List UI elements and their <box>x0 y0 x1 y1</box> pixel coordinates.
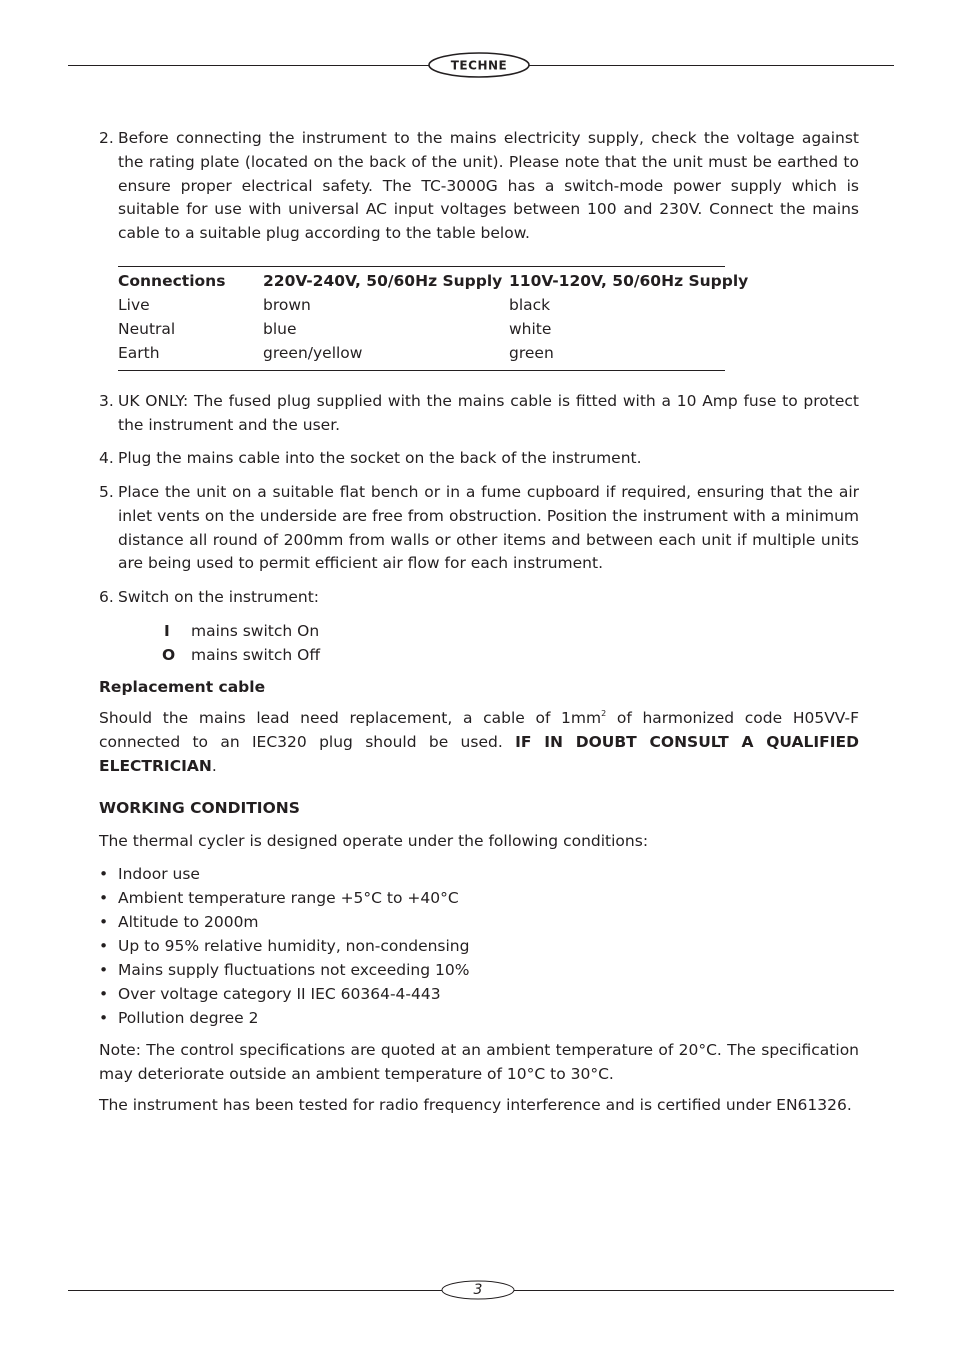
table-header-connections: Connections <box>118 272 226 290</box>
working-conditions-intro: The thermal cycler is designed operate under the following conditions: <box>99 832 649 850</box>
table-cell: black <box>509 296 551 314</box>
table-top-rule <box>118 266 725 267</box>
techne-logo <box>428 52 530 78</box>
table-cell: green <box>509 344 554 362</box>
header-rule-left <box>68 65 430 66</box>
item-6-text: Switch on the instrument: <box>118 588 320 606</box>
item-2-text: Before connecting the instrument to the mains electricity supply, check the voltage against the rating plate (located on the back of the unit). Please note that the unit must be earthed to ensure proper electrical safety. The TC-3000G has a switch-mode power supply which is suitable for use with universal AC input voltages between 100 and 230V. Connect the mains cable to a suitable plug according to the table below. <box>118 129 859 243</box>
list-item: Indoor use <box>118 865 200 883</box>
electrician-warning: IF IN DOUBT CONSULT A QUALIFIED ELECTRICIAN <box>99 732 859 775</box>
replacement-text-end: . <box>211 756 217 775</box>
bullet-icon: • <box>99 937 109 955</box>
switch-on-label: mains switch On <box>191 622 320 640</box>
replacement-heading: Replacement cable <box>99 678 266 696</box>
table-cell: Live <box>118 296 150 314</box>
item-6-number: 6. <box>99 588 114 606</box>
table-cell: blue <box>263 320 297 338</box>
replacement-text <box>99 707 859 778</box>
replacement-text-part1: Should the mains lead need replacement, a cable of 1mm <box>99 709 602 727</box>
table-cell: brown <box>263 296 311 314</box>
specification-note: Note: The control specifications are quoted at an ambient temperature of 20°C. The specification may deteriorate outside an ambient temperature of 10°C to 30°C. <box>99 1041 859 1083</box>
switch-on-symbol: I <box>164 622 170 640</box>
rf-certification: The instrument has been tested for radio frequency interference and is certified under EN61326. <box>99 1096 852 1114</box>
item-2-number: 2. <box>99 129 114 147</box>
list-item: Altitude to 2000m <box>118 913 259 931</box>
bullet-icon: • <box>99 889 109 907</box>
table-header-220v: 220V-240V, 50/60Hz Supply <box>263 272 503 290</box>
logo-wordmark: TECHNE <box>450 58 508 73</box>
list-item: Over voltage category II IEC 60364-4-443 <box>118 985 441 1003</box>
footer-rule-right <box>514 1290 894 1291</box>
item-5-number: 5. <box>99 483 114 501</box>
table-header-110v: 110V-120V, 50/60Hz Supply <box>509 272 749 290</box>
list-item: Pollution degree 2 <box>118 1009 259 1027</box>
bullet-icon: • <box>99 985 109 1003</box>
page-number: 3 <box>473 1282 483 1298</box>
footer-rule-left <box>68 1290 442 1291</box>
table-cell: white <box>509 320 552 338</box>
working-conditions-heading: WORKING CONDITIONS <box>99 799 300 817</box>
bullet-icon: • <box>99 961 109 979</box>
superscript-2: 2 <box>601 709 607 718</box>
list-item: Ambient temperature range +5°C to +40°C <box>118 889 459 907</box>
header-rule-right <box>528 65 894 66</box>
item-4-text: Plug the mains cable into the socket on the back of the instrument. <box>118 449 642 467</box>
switch-off-symbol: O <box>162 646 176 664</box>
list-item: Up to 95% relative humidity, non-condensing <box>118 937 470 955</box>
table-bottom-rule <box>118 370 725 371</box>
item-3-text: UK ONLY: The fused plug supplied with the mains cable is fitted with a 10 Amp fuse to protect the instrument and the user. <box>118 392 859 434</box>
table-cell: Neutral <box>118 320 176 338</box>
bullet-icon: • <box>99 913 109 931</box>
item-4-number: 4. <box>99 449 114 467</box>
table-cell: green/yellow <box>263 344 363 362</box>
bullet-icon: • <box>99 1009 109 1027</box>
item-5-text: Place the unit on a suitable flat bench or in a fume cupboard if required, ensuring that the air inlet vents on the underside are free from obstruction. Position the instrument with a minimum distance all round of 200mm from walls or other items and between each unit if multiple units are being used to permit efficient air flow for each instrument. <box>118 483 859 573</box>
item-3-number: 3. <box>99 392 114 410</box>
bullet-icon: • <box>99 865 109 883</box>
replacement-text-part2: of harmonized code H05VV-F connected to an IEC320 plug should be used. <box>99 709 860 751</box>
table-cell: Earth <box>118 344 160 362</box>
list-item: Mains supply fluctuations not exceeding 10% <box>118 961 470 979</box>
switch-off-label: mains switch Off <box>191 646 321 664</box>
